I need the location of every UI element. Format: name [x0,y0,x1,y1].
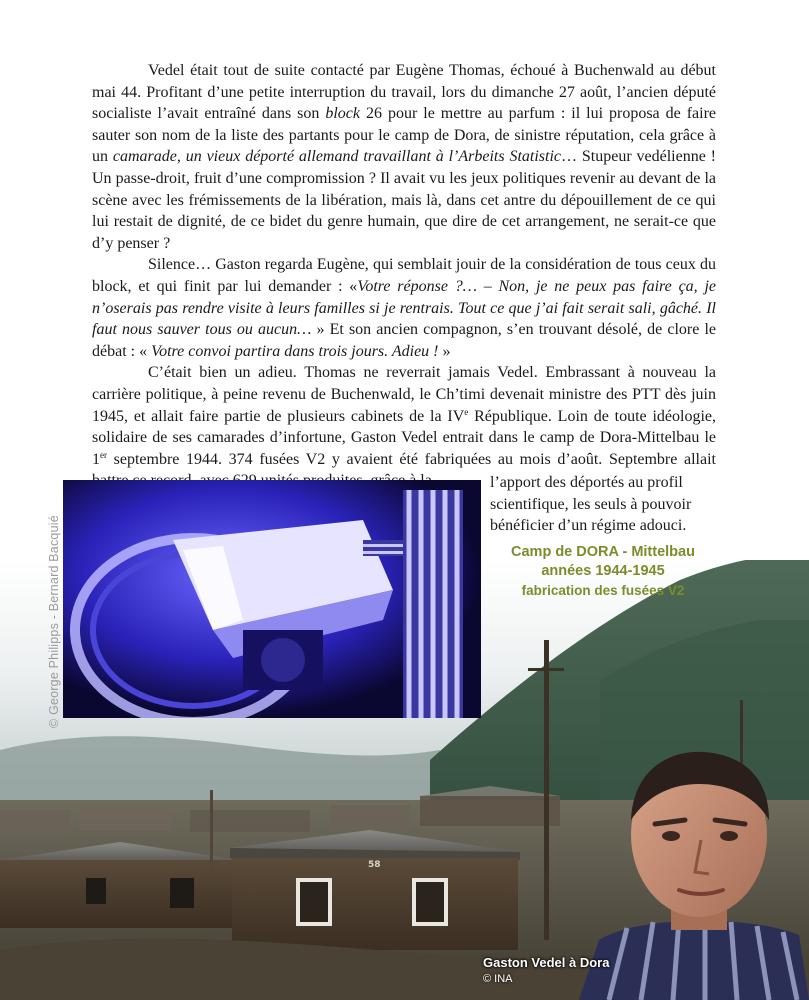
photo-credit: © George Philipps - Bernard Bacquié [47,515,61,728]
portrait-caption: Gaston Vedel à Dora [483,955,610,970]
caption-line: fabrication des fusées V2 [521,583,685,598]
caption-line: Camp de DORA - Mittelbau [511,544,695,560]
dora-caption [490,543,716,600]
paragraph-2: Silence… Gaston regarda Eugène, qui semblait jouir de la considération de tous ceux du block, et qui finit par lui demander : «Votre réponse ?… – Non, je ne peux pas faire ça, je n’oserais pas rendre visite à leurs familles si je rentrais. Tout ce que j’ai fait serait sali, gâché. Il faut nous sauver tous ou aucun… » Et son ancien compagnon, s’en trouvant désolé, de clore le débat : « Votre convoi partira dans trois jours. Adieu ! » [92,256,717,360]
paragraph-3: C’était bien un adieu. Thomas ne reverrait jamais Vedel. Embrassant à nouveau la carrière politique, à peine revenu de Buchenwald, le Ch’timi devenait ministre des PTT dès juin 1945, et allait faire partie de plusieurs cabinets de la IVe République. Loin de toute idéologie, solidaire de ses camarades d’infortune, Gaston Vedel entrait dans le camp de Dora-Mittelbau le 1er septembre 1944. 374 fusées V2 y avaient été fabriquées au mois d’août. Septembre allait [92,364,716,468]
wrapped-line: l’apport des déportés au profil [490,474,683,491]
paragraph-1: Vedel était tout de suite contacté par Eugène Thomas, échoué à Buchenwald au début mai 44. Profitant d’une petite interruption du travail, lors du dimanche 27 août, l’ancien député socialiste l’avait entraîné dans son block 26 pour le mettre au parfum : il lui proposa de faire sauter son nom de la liste des partants pour le camp de Dora, de sinistre réputation, cela grâce à un camarade, un vieux déporté allemand travaillant à l’Arbeits Statistic… Stupeur vedélienne ! Un passe-droit, fruit d’une compromission ? Il avait vu les jeux politiques revenir au devant de la scène avec les frémissements de la libération, mais là, dans cet antre du dépouillement de ce qui lui restait de dignité, de ce bidet du genre humain, que dire de cet arrangement, ne serait-ce que d’y penser ? [92,62,717,252]
v2-rocket-factory-photo [63,480,481,718]
wrapped-line: bénéficier d’un régime adouci. [490,517,687,535]
wrapped-text [490,472,716,537]
wrapped-line: scientifique, les seuls à pouvoir [490,495,692,513]
body-text [92,60,716,492]
v2-rocket-image [63,480,481,718]
portrait-credit: © INA [483,973,513,985]
caption-line: années 1944-1945 [541,563,665,579]
gaston-vedel-portrait [579,740,809,1000]
barrack-number: 58 [368,860,381,870]
